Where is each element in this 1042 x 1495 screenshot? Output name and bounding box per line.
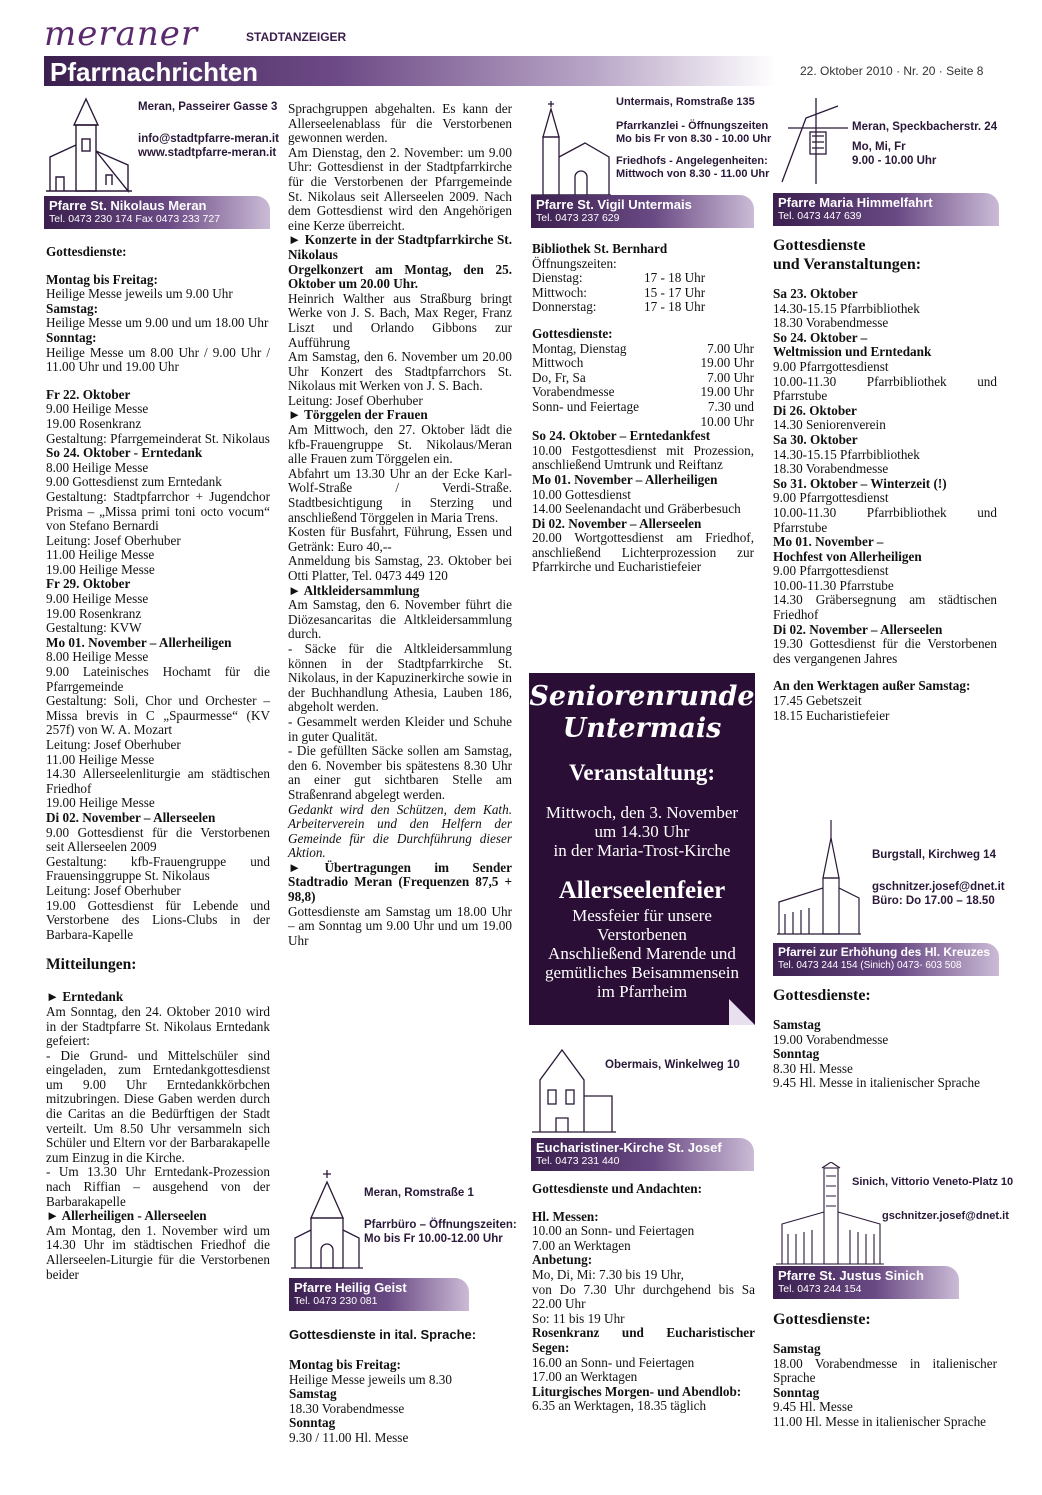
bold-line: Orgelkonzert am Montag, den 25. Oktober um 20.00 Uhr. bbox=[288, 261, 512, 292]
text-line: 9.00 Gottesdienst für die Verstorbenen seit Allerseelen 2009 bbox=[46, 824, 270, 855]
bold-line: Sa 23. Oktober bbox=[773, 286, 858, 301]
text-line: Kosten für Busfahrt, Führung, Essen und Getränk: Euro 40,-- bbox=[288, 524, 512, 554]
library-sub: Öffnungszeiten: bbox=[532, 255, 617, 271]
section-banner bbox=[44, 56, 776, 86]
ad-title-line1: Seniorenrunde bbox=[529, 681, 755, 712]
row-label: Sonn- und Feiertage bbox=[532, 398, 639, 414]
himmelfahrt-body bbox=[773, 236, 997, 723]
row-label: Vorabendmesse bbox=[532, 384, 615, 400]
text-line: Am Sonntag, den 24. Oktober 2010 wird in der Stadtpfarre St. Nikolaus Erntedank gefeiert: bbox=[46, 1003, 270, 1049]
row-value: 10.00 Uhr bbox=[700, 413, 754, 429]
row-label: Dienstag: bbox=[532, 270, 583, 286]
josef-header bbox=[531, 1138, 754, 1171]
ad-event-label: Veranstaltung: bbox=[568, 760, 716, 785]
text-line: 8.00 Heilige Messe bbox=[46, 459, 149, 475]
bold-line: Di 02. November – Allerseelen bbox=[773, 621, 943, 637]
geist-address bbox=[364, 1186, 517, 1246]
issue-info: 22. Oktober 2010 · Nr. 20 · Seite 8 bbox=[800, 64, 984, 78]
text-line: 8.00 Heilige Messe bbox=[46, 649, 149, 665]
row-label: Do, Fr, Sa bbox=[532, 369, 586, 385]
text-line: 14.30 Allerseelenliturgie am städtischen Friedhof bbox=[46, 766, 270, 796]
text-line: von Do 7.30 Uhr durchgehend bis Sa 22.00 Uhr bbox=[532, 1281, 755, 1312]
justus-heading: Gottesdienste: bbox=[773, 1311, 871, 1328]
himmelfahrt-addr-line: Meran, Speckbacherstr. 24 bbox=[852, 121, 998, 133]
josef-tel: Tel. 0473 231 440 bbox=[536, 1155, 620, 1167]
text-line: Abfahrt um 13.30 Uhr an der Ecke Karl-Wolf-Straße / Verdi-Straße. Stadtbesichtigung in Sterzing und anschließend Törggelen in Maria Trens. bbox=[288, 465, 512, 525]
text-line: 9.30 / 11.00 Hl. Messe bbox=[289, 1429, 409, 1445]
nikolaus-addr-line: Meran, Passeirer Gasse 3 bbox=[138, 101, 278, 113]
ad-when-1: Mittwoch, den 3. November bbox=[545, 803, 739, 822]
table-row bbox=[532, 271, 754, 286]
text-line: 19.00 Rosenkranz bbox=[46, 415, 142, 431]
bold-line: Mo 01. November – Allerheiligen bbox=[532, 471, 718, 487]
justus-name: Pfarre St. Justus Sinich bbox=[778, 1268, 924, 1283]
row-label: Mittwoch bbox=[532, 355, 584, 371]
church-heilig-geist-icon bbox=[291, 1168, 363, 1272]
ad-desc-2: Verstorbenen bbox=[597, 925, 687, 944]
church-nikolaus-icon bbox=[46, 95, 132, 195]
section-title: Pfarrnachrichten bbox=[50, 57, 259, 87]
text-line: Heilige Messe um 8.00 Uhr / 9.00 Uhr / 11.00 Uhr und 19.00 Uhr bbox=[46, 344, 270, 375]
text-line: Gestaltung: Pfarrgemeinderat St. Nikolaus bbox=[46, 430, 270, 446]
row-value: 15 - 17 Uhr bbox=[644, 284, 706, 300]
table-row bbox=[532, 400, 754, 415]
bold-line: Hochfest von Allerheiligen bbox=[773, 548, 922, 564]
bold-line: So 24. Oktober – Erntedankfest bbox=[532, 428, 711, 444]
row-value: 7.30 und bbox=[707, 398, 754, 414]
text-line: 10.00-11.30 Pfarrstube bbox=[773, 577, 894, 593]
text-line: 9.45 Hl. Messe bbox=[773, 1399, 853, 1415]
library-title: Bibliothek St. Bernhard bbox=[532, 241, 668, 256]
bold-line: ► Allerheiligen - Allerseelen bbox=[46, 1208, 207, 1224]
bold-line: So 24. Oktober - Erntedank bbox=[46, 445, 203, 461]
ad-desc-5: im Pfarrheim bbox=[596, 982, 688, 1001]
ad-desc-4: gemütliches Beisammensein bbox=[544, 963, 740, 982]
kreuz-addr-line: Burgstall, Kirchweg 14 bbox=[872, 849, 996, 861]
ad-big-title: Allerseelenfeier bbox=[558, 877, 726, 904]
spacer bbox=[46, 260, 270, 273]
text-line: 18.30 Vorabendmesse bbox=[773, 461, 889, 477]
text-line: Am Dienstag, den 2. November: um 9.00 Uhr: Gottesdienst in der Stadtpfarrkirche für die Verstorbenen der Pfarrgemeinde St. Nikolaus seit Allerseelen 2009. Nach dem Gottesdienst wird den Angehörigen eine Kerze überreicht. bbox=[288, 144, 512, 233]
text-line: Mo, Di, Mi: 7.30 bis 19 Uhr, bbox=[532, 1266, 684, 1282]
kreuz-tel: Tel. 0473 244 154 (Sinich) 0473- 603 508 bbox=[778, 960, 962, 971]
text-line: 9.45 Hl. Messe in italienischer Sprache bbox=[773, 1075, 980, 1091]
bold-line: Liturgisches Morgen- und Abendlob: bbox=[532, 1383, 742, 1399]
text-line: 18.00 Vorabendmesse in italienischer Sprache bbox=[773, 1355, 997, 1386]
ad-title-line2: Untermais bbox=[562, 713, 722, 744]
bold-line: Gottesdienste und Andachten: bbox=[532, 1181, 702, 1196]
bold-line: ► Erntedank bbox=[46, 989, 124, 1005]
bold-line: So 31. Oktober – Winterzeit (!) bbox=[773, 475, 947, 491]
text-line: Heilige Messe jeweils um 9.00 Uhr bbox=[46, 286, 233, 302]
col2-body bbox=[288, 102, 512, 948]
table-row bbox=[532, 371, 754, 386]
kreuz-services bbox=[773, 1005, 997, 1091]
text-line: 8.30 Hl. Messe bbox=[773, 1060, 853, 1076]
geist-hours-label: Pfarrbüro – Öffnungszeiten: bbox=[364, 1219, 517, 1231]
geist-heading: Gottesdienste in ital. Sprache: bbox=[289, 1327, 477, 1342]
text-line: Gestaltung: Soli, Chor und Orchester – Missa brevis in C „Spaurmesse“ (KV 257f) von W. A. Mozart bbox=[46, 693, 270, 738]
text-line: 10.00-11.30 Pfarrbibliothek und Pfarrstube bbox=[773, 373, 997, 404]
vigil-addr-line: Untermais, Romstraße 135 bbox=[616, 96, 755, 108]
row-value: 17 - 18 Uhr bbox=[644, 299, 706, 315]
vigil-events bbox=[532, 429, 754, 575]
row-value: 19.00 Uhr bbox=[700, 355, 754, 371]
bold-line: Samstag: bbox=[46, 300, 99, 316]
spacer bbox=[46, 375, 270, 388]
bold-line: Di 02. November – Allerseelen bbox=[532, 515, 702, 531]
josef-name: Eucharistiner-Kirche St. Josef bbox=[536, 1140, 722, 1155]
justus-services bbox=[773, 1329, 997, 1430]
vigil-name: Pfarre St. Vigil Untermais bbox=[536, 197, 692, 212]
library-hours-table bbox=[532, 271, 754, 315]
text-line: 18.30 Vorabendmesse bbox=[773, 315, 889, 331]
bold-line: ► Übertragungen im Sender Stadtradio Meran (Frequenzen 87,5 + 98,8) bbox=[288, 859, 512, 905]
justus-body bbox=[773, 1310, 997, 1430]
text-line: 19.00 Heilige Messe bbox=[46, 561, 155, 577]
spacer bbox=[532, 1197, 755, 1210]
text-line: 9.00 Pfarrgottesdienst bbox=[773, 563, 889, 579]
josef-body bbox=[532, 1182, 755, 1414]
row-value: 7.00 Uhr bbox=[707, 369, 754, 385]
bold-line: Fr 22. Oktober bbox=[46, 386, 131, 402]
vigil-cemetery-label: Friedhofs - Angelegenheiten: bbox=[616, 154, 768, 167]
nikolaus-email: info@stadtpfarre-meran.it bbox=[138, 133, 279, 145]
vigil-header bbox=[531, 195, 754, 228]
text-line: Gedankt wird den Schützen, dem Kath. Arbeiterverein und den Helfern der Gemeinde für die Durchführung dieser Aktion. bbox=[288, 801, 512, 861]
text-line: 14.30-15.15 Pfarrbibliothek bbox=[773, 446, 920, 462]
text-line: 14.30 Gräbersegnung am städtischen Friedhof bbox=[773, 592, 997, 623]
text-line: - Gesammelt werden Kleider und Schuhe in guter Qualität. bbox=[288, 713, 512, 744]
text-line: Sprachgruppen abgehalten. Es kann der Allerseelenablass für die Verstorbenen gewonnen werden. bbox=[288, 101, 512, 146]
bold-line: Mo 01. November – Allerheiligen bbox=[46, 634, 232, 650]
bold-line: Di 02. November – Allerseelen bbox=[46, 809, 216, 825]
text-line: 10.00 an Sonn- und Feiertagen bbox=[532, 1223, 695, 1239]
bold-line: Samstag bbox=[289, 1386, 337, 1402]
text-line: 9.00 Heilige Messe bbox=[46, 401, 149, 417]
vigil-body bbox=[532, 242, 754, 575]
text-line: Am Samstag, den 6. November führt die Diözesancaritas die Altkleidersammlung durch. bbox=[288, 597, 512, 642]
himmelfahrt-events bbox=[773, 274, 997, 723]
nikolaus-tel: Tel. 0473 230 174 Fax 0473 233 727 bbox=[49, 213, 221, 225]
text-line: Heilige Messe jeweils um 8.30 bbox=[289, 1371, 452, 1387]
text-line: - Um 13.30 Uhr Erntedank-Prozession nach Riffian – ausgehend von der Barbarakapelle bbox=[46, 1164, 270, 1209]
geist-body bbox=[289, 1358, 513, 1446]
vigil-services-table bbox=[532, 342, 754, 430]
text-line: 19.00 Gottesdienst für Lebende und Verstorbene des Lions-Clubs in der Barbara-Kapelle bbox=[46, 897, 270, 942]
col1-body bbox=[46, 232, 270, 1282]
text-line: Gestaltung: kfb-Frauengruppe und Frauensinggruppe St. Nikolaus bbox=[46, 853, 270, 884]
himmelfahrt-heading-2: und Veranstaltungen: bbox=[773, 256, 922, 273]
bold-line: Weltmission und Erntedank bbox=[773, 344, 932, 360]
kreuz-email: gschnitzer.josef@dnet.it bbox=[872, 881, 1005, 893]
vigil-address bbox=[616, 96, 771, 182]
bold-line: Sonntag bbox=[289, 1415, 336, 1431]
text-line: 11.00 Heilige Messe bbox=[46, 547, 155, 563]
text-line: Leitung: Josef Oberhuber bbox=[46, 737, 181, 752]
text-line: 19.00 Rosenkranz bbox=[46, 605, 142, 621]
vigil-office-label: Pfarrkanzlei - Öffnungszeiten bbox=[616, 119, 769, 132]
text-line: - Die gefüllten Säcke sollen am Samstag, den 6. November bis spätestens 8.30 Uhr an einer gut sichtbaren Stelle am Straßenrand abgelegt werden. bbox=[288, 743, 512, 802]
table-row bbox=[532, 385, 754, 400]
himmelfahrt-tel: Tel. 0473 447 639 bbox=[778, 210, 862, 222]
nikolaus-address bbox=[138, 100, 279, 160]
text-line: - Säcke für die Altkleidersammlung können in der Stadtpfarrkirche St. Nikolaus, in der Kapuzinerkirche sowie in der Buchhandlung Athesia, Lauben 186, abgeholt werden. bbox=[288, 640, 512, 715]
bold-line: ► Altkleidersammlung bbox=[288, 582, 420, 598]
text-line: Gestaltung: KVW bbox=[46, 620, 142, 636]
geist-addr-line: Meran, Romstraße 1 bbox=[364, 1187, 474, 1199]
geist-name: Pfarre Heilig Geist bbox=[294, 1280, 407, 1295]
text-line: Leitung: Josef Oberhuber bbox=[46, 532, 181, 548]
geist-tel: Tel. 0473 230 081 bbox=[294, 1295, 378, 1307]
text-line: 9.00 Gottesdienst zum Erntedank bbox=[46, 474, 222, 490]
row-label: Donnerstag: bbox=[532, 299, 597, 315]
text-line: 11.00 Heilige Messe bbox=[46, 751, 155, 767]
bold-line: Hl. Messen: bbox=[532, 1208, 599, 1224]
bold-line: ► Törggelen der Frauen bbox=[288, 407, 428, 423]
kreuz-body bbox=[773, 986, 997, 1091]
bold-line: Rosenkranz und Eucharistischer Segen: bbox=[532, 1325, 755, 1355]
text-line: Am Samstag, den 6. November um 20.00 Uhr Konzert des Stadtpfarrchors St. Nikolaus mit Werken von J. S. Bach. bbox=[288, 349, 512, 394]
justus-email: gschnitzer.josef@dnet.it bbox=[882, 1210, 1009, 1222]
vigil-office-hours: Mo bis Fr von 8.30 - 10.00 Uhr bbox=[616, 133, 772, 145]
section-heading: Mitteilungen: bbox=[46, 956, 137, 974]
text-line: 18.15 Eucharistiefeier bbox=[773, 707, 890, 723]
ad-when-3: in der Maria-Trost-Kirche bbox=[553, 841, 731, 860]
text-line: Leitung: Josef Oberhuber bbox=[288, 392, 423, 408]
text-line: 9.00 Lateinisches Hochamt für die Pfarrgemeinde bbox=[46, 664, 270, 694]
ad-desc-3: Anschließend Marende und bbox=[548, 944, 736, 963]
justus-addr-line: Sinich, Vittorio Veneto-Platz 10 bbox=[852, 1176, 1014, 1188]
kreuz-heading: Gottesdienste: bbox=[773, 987, 871, 1004]
text-line: Anmeldung bis Samstag, 23. Oktober bei Otti Platter, Tel. 0473 449 120 bbox=[288, 553, 512, 583]
geist-hours: Mo bis Fr 10.00-12.00 Uhr bbox=[364, 1233, 503, 1245]
himmelfahrt-office-days: Mo, Mi, Fr bbox=[852, 141, 906, 153]
himmelfahrt-heading-1: Gottesdienste bbox=[773, 237, 866, 254]
bold-line: Fr 29. Oktober bbox=[46, 576, 131, 592]
vigil-services-title: Gottesdienste: bbox=[532, 325, 613, 341]
bold-line: Sonntag bbox=[773, 1046, 820, 1062]
text-line: 11.00 Hl. Messe in italienischer Sprache bbox=[773, 1413, 987, 1429]
text-line: 19.00 Vorabendmesse bbox=[773, 1031, 889, 1047]
text-line: 9.00 Pfarrgottesdienst bbox=[773, 490, 889, 506]
himmelfahrt-address bbox=[852, 120, 997, 168]
text-line: Am Mittwoch, den 27. Oktober lädt die kfb-Frauengruppe St. Nikolaus/Meran alle Frauen zum Törggelen ein. bbox=[288, 422, 512, 467]
ad-when-2: um 14.30 Uhr bbox=[594, 822, 690, 841]
table-row bbox=[532, 300, 754, 315]
text-line: 10.00-11.30 Pfarrbibliothek und Pfarrstube bbox=[773, 504, 997, 535]
kreuz-office: Büro: Do 17.00 – 18.50 bbox=[872, 895, 995, 907]
church-kreuz-icon bbox=[777, 818, 861, 938]
text-line: - Die Grund- und Mittelschüler sind eingeladen, zum Erntedankgottesdienst um 9.00 Uhr Erntedankkörbchen mitzubringen. Diese Gaben werden durch die Caritas an die Bedürftigen der Stadt verteilt. Um 8.50 Uhr versammeln sich Schüler und Eltern vor der Barbarakapelle zum Einzug in die Kirche. bbox=[46, 1047, 270, 1165]
church-josef-icon bbox=[532, 1040, 616, 1134]
bold-line: Anbetung: bbox=[532, 1252, 593, 1268]
ad-desc-1: Messfeier für unsere bbox=[572, 906, 712, 925]
bold-line: Di 26. Oktober bbox=[773, 402, 857, 418]
text-line: 10.00 Festgottesdienst mit Prozession, anschließend Umtrunk und Reiftanz bbox=[532, 442, 754, 473]
geist-header bbox=[289, 1278, 469, 1311]
justus-header bbox=[773, 1266, 959, 1299]
text-line: Heilige Messe um 9.00 und um 18.00 Uhr bbox=[46, 315, 269, 331]
church-vigil-icon bbox=[531, 97, 611, 197]
text-line: 14.30-15.15 Pfarrbibliothek bbox=[773, 300, 920, 316]
text-line: 17.45 Gebetszeit bbox=[773, 693, 862, 709]
nikolaus-name: Pfarre St. Nikolaus Meran bbox=[49, 198, 207, 213]
row-value: 7.00 Uhr bbox=[707, 340, 754, 356]
church-himmelfahrt-icon bbox=[776, 98, 852, 186]
himmelfahrt-office-hours: 9.00 - 10.00 Uhr bbox=[852, 155, 937, 167]
masthead-logo-sub: STADTANZEIGER bbox=[246, 30, 347, 44]
bold-line: Samstag bbox=[773, 1017, 821, 1032]
text-line: 7.00 an Werktagen bbox=[532, 1237, 631, 1253]
bold-line: Montag bis Freitag: bbox=[46, 271, 158, 287]
table-row bbox=[532, 342, 754, 357]
bold-line: So 24. Oktober – bbox=[773, 329, 868, 345]
bold-line: Sonntag bbox=[773, 1384, 820, 1400]
kreuz-address bbox=[872, 848, 1005, 908]
row-label: Montag, Dienstag bbox=[532, 340, 627, 356]
josef-address bbox=[605, 1058, 740, 1072]
bold-line: An den Werktagen außer Samstag: bbox=[773, 678, 971, 694]
bold-line: Samstag bbox=[773, 1341, 821, 1356]
text-line: Am Montag, den 1. November wird um 14.30 Uhr im städtischen Friedhof die Allerseelen-Liturgie für die Verstorbenen beider bbox=[46, 1222, 270, 1282]
text-line: Heinrich Walther aus Straßburg bringt Werke von J. S. Bach, Max Reger, Franz Liszt und Orlando Gibbons zur Aufführung bbox=[288, 290, 512, 350]
text-line: 19.30 Gottesdienst für die Verstorbenen des vergangenen Jahres bbox=[773, 636, 997, 666]
text-line: 14.00 Seelenandacht und Gräberbesuch bbox=[532, 501, 741, 517]
justus-tel: Tel. 0473 244 154 bbox=[778, 1283, 862, 1295]
kreuz-name: Pfarrei zur Erhöhung des Hl. Kreuzes bbox=[778, 945, 991, 959]
text-line: 9.00 Heilige Messe bbox=[46, 591, 149, 607]
bold-line: ► Konzerte in der Stadtpfarrkirche St. Nikolaus bbox=[288, 232, 512, 262]
text-line: Gestaltung: Stadtpfarrchor + Jugendchor Prisma – „Missa primi toni octo vocum“ von Stefano Bernardi bbox=[46, 488, 270, 534]
text-line: Gottesdienste am Samstag um 18.00 Uhr – am Sonntag um 9.00 Uhr und um 19.00 Uhr bbox=[288, 903, 512, 948]
ad-page-curl bbox=[729, 999, 755, 1025]
text-line: 19.00 Heilige Messe bbox=[46, 795, 155, 811]
row-label: Mittwoch: bbox=[532, 284, 587, 300]
text-line: 10.00 Gottesdienst bbox=[532, 486, 631, 502]
seniorenrunde-ad bbox=[529, 673, 755, 1025]
bold-line: Sonntag: bbox=[46, 329, 97, 345]
masthead-logo: meraner bbox=[44, 14, 199, 54]
text-line: 6.35 an Werktagen, 18.35 täglich bbox=[532, 1398, 707, 1414]
bold-line: Sa 30. Oktober bbox=[773, 431, 858, 447]
himmelfahrt-header bbox=[773, 193, 999, 226]
justus-address bbox=[852, 1175, 1013, 1223]
text-line: Leitung: Josef Oberhuber bbox=[46, 882, 181, 898]
himmelfahrt-name: Pfarre Maria Himmelfahrt bbox=[778, 195, 933, 210]
table-row bbox=[532, 415, 754, 430]
bold-line: Gottesdienste: bbox=[46, 244, 127, 259]
text-line: 16.00 an Sonn- und Feiertagen bbox=[532, 1354, 695, 1370]
bold-line: Mo 01. November – bbox=[773, 534, 884, 550]
table-row bbox=[532, 356, 754, 371]
text-line: 20.00 Wortgottesdienst am Friedhof, anschließend Lichterprozession zur Pfarrkirche und Eucharistiefeier bbox=[532, 530, 754, 575]
text-line: 9.00 Pfarrgottesdienst bbox=[773, 358, 889, 374]
vigil-cemetery-hours: Mittwoch von 8.30 - 11.00 Uhr bbox=[616, 168, 770, 180]
nikolaus-web: www.stadtpfarre-meran.it bbox=[138, 147, 277, 159]
vigil-tel: Tel. 0473 237 629 bbox=[536, 212, 620, 224]
josef-addr-line: Obermais, Winkelweg 10 bbox=[605, 1059, 740, 1071]
text-line: 14.30 Seniorenverein bbox=[773, 417, 886, 433]
row-value: 17 - 18 Uhr bbox=[644, 270, 706, 286]
table-row bbox=[532, 286, 754, 301]
row-value: 19.00 Uhr bbox=[700, 384, 754, 400]
text-line: So: 11 bis 19 Uhr bbox=[532, 1310, 625, 1326]
text-line: 17.00 an Werktagen bbox=[532, 1369, 638, 1385]
kreuz-header bbox=[773, 943, 999, 976]
bold-line: Montag bis Freitag: bbox=[289, 1357, 401, 1372]
nikolaus-header bbox=[44, 196, 270, 229]
text-line: 18.30 Vorabendmesse bbox=[289, 1400, 405, 1416]
